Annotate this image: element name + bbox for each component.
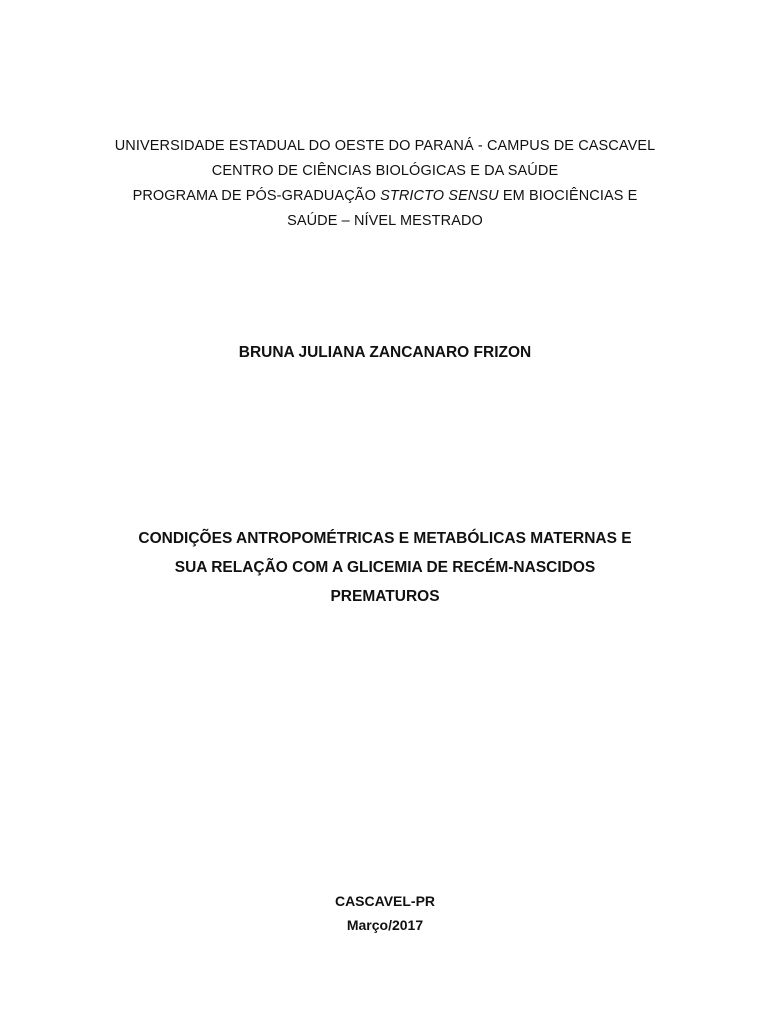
author-name: BRUNA JULIANA ZANCANARO FRIZON [238,344,532,361]
center-name: CENTRO DE CIÊNCIAS BIOLÓGICAS E DA SAÚDE [211,163,559,179]
place-and-date [0,889,770,937]
thesis-title [0,524,770,611]
program-name-prefix: PROGRAMA DE PÓS-GRADUAÇÃO [132,188,381,204]
program-name-italic: STRICTO SENSU [380,188,499,204]
program-name-suffix: EM BIOCIÊNCIAS E [498,188,638,204]
thesis-title-line-3: PREMATUROS [330,588,440,605]
thesis-title-line-2: SUA RELAÇÃO COM A GLICEMIA DE RECÉM-NASCIDOS [174,559,596,576]
university-name: UNIVERSIDADE ESTADUAL DO OESTE DO PARANÁ - CAMPUS DE CASCAVEL [114,138,656,154]
thesis-title-line-1: CONDIÇÕES ANTROPOMÉTRICAS E METABÓLICAS MATERNAS E [138,530,632,547]
institution-header [0,134,770,234]
city: CASCAVEL-PR [334,893,436,909]
program-name [0,184,770,209]
program-level: SAÚDE – NÍVEL MESTRADO [287,213,483,229]
date: Março/2017 [346,917,424,933]
